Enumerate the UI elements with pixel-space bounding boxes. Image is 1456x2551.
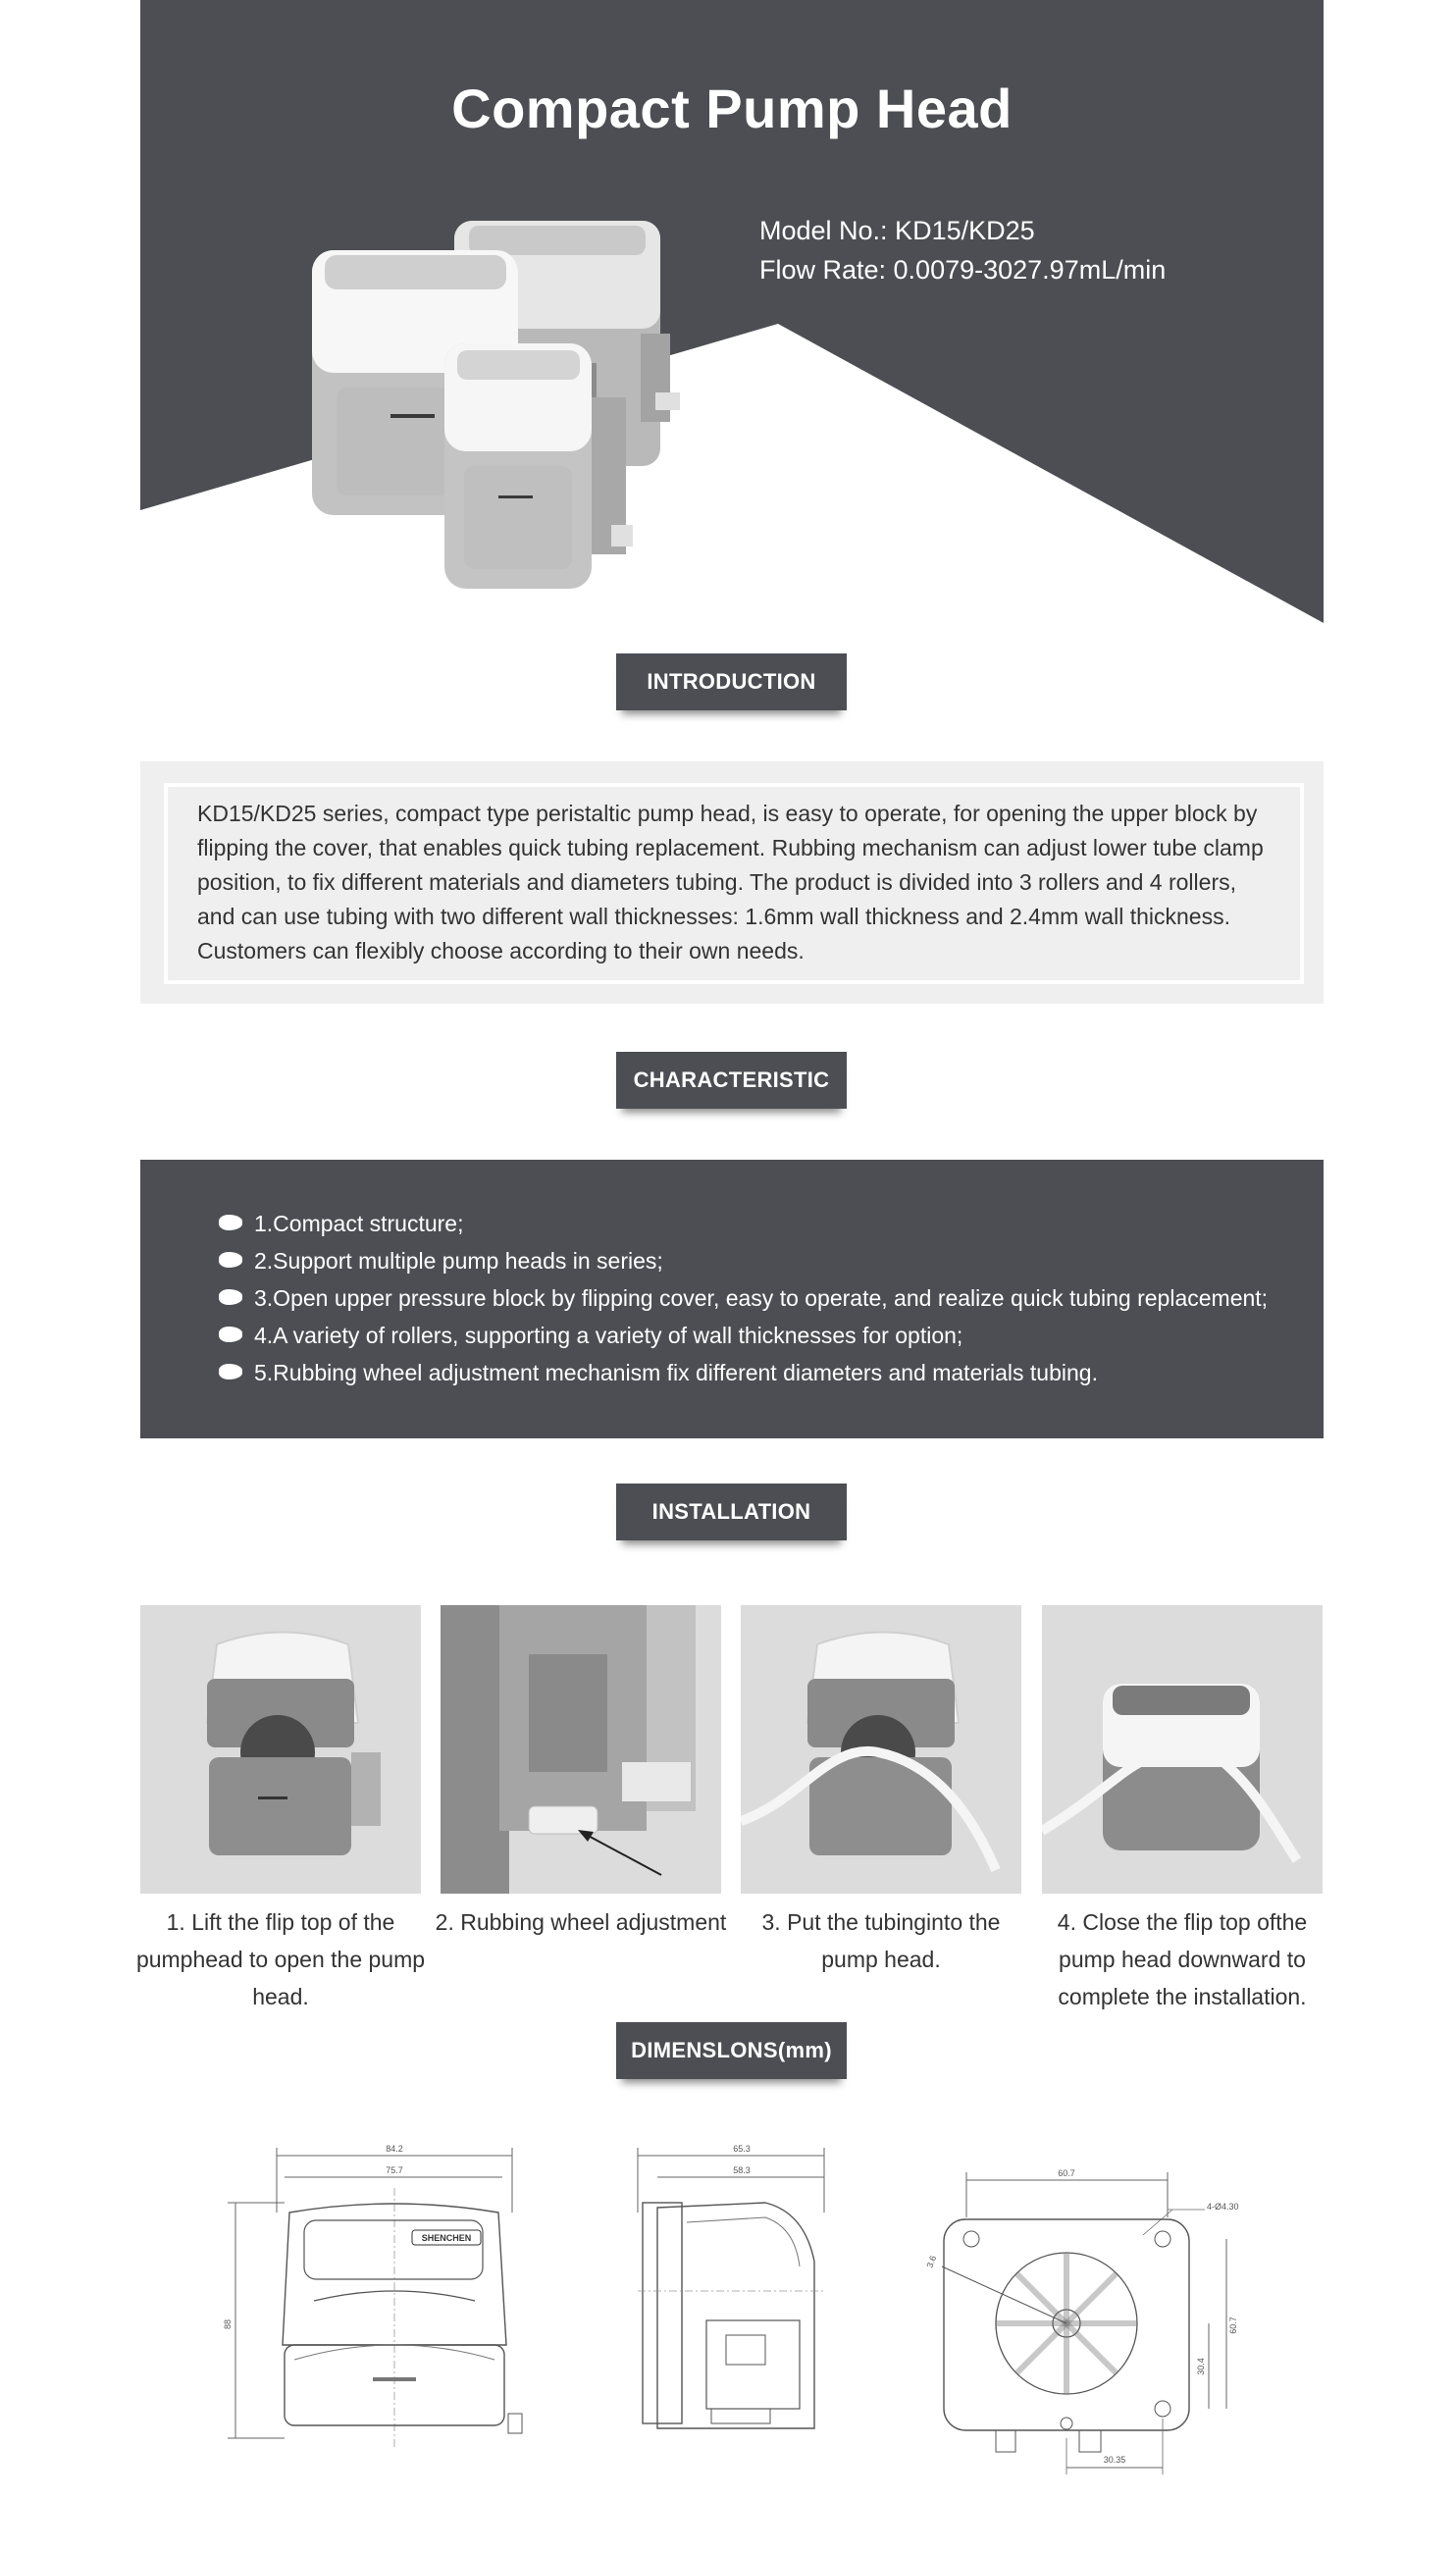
characteristic-item: 4.A variety of rollers, supporting a variety of wall thicknesses for option;	[219, 1317, 1268, 1354]
installation-caption-step4: 4. Close the flip top ofthe pump head downward to complete the installation.	[1057, 1909, 1308, 2009]
section-tab-installation: INSTALLATION	[616, 1484, 847, 1540]
pump-head-single-image	[440, 338, 636, 603]
model-number: Model No.: KD15/KD25	[759, 216, 1035, 245]
bullet-icon	[219, 1327, 242, 1342]
dim-back-holes: 4-Ø4.30	[1207, 2202, 1239, 2212]
dim-back-width: 60.7	[1058, 2168, 1075, 2178]
section-tab-introduction: INTRODUCTION	[616, 653, 847, 710]
dim-back-height: 60.7	[1228, 2317, 1238, 2334]
characteristic-panel	[140, 1160, 1324, 1438]
bullet-icon	[219, 1289, 242, 1305]
dim-front-height: 88	[223, 2318, 233, 2330]
dim-side-width-inner: 58.3	[733, 2165, 751, 2175]
dimension-drawing-side	[618, 2134, 844, 2458]
section-tab-dimensions: DIMENSLONS(mm)	[616, 2022, 847, 2079]
installation-image-step2	[441, 1605, 721, 1894]
characteristic-item: 3.Open upper pressure block by flipping cover, easy to operate, and realize quick tubing replacement;	[219, 1279, 1268, 1317]
bullet-icon	[219, 1364, 242, 1380]
characteristic-item: 2.Support multiple pump heads in series;	[219, 1242, 1268, 1279]
hero-banner	[140, 0, 1324, 623]
introduction-text: KD15/KD25 series, compact type peristaltic pump head, is easy to operate, for opening the upper block by flipping the cover, that enables quick tubing replacement. Rubbing mechanism can adjust lower tube clamp position, to fix different materials and diameters tubing. The product is divided into 3 rollers and 4 rollers, and can use tubing with two different wall thicknesses: 1.6mm wall thickness and 2.4mm wall thickness. Customers can flexibly choose according to their own needs.	[197, 801, 1264, 963]
bullet-icon	[219, 1252, 242, 1268]
installation-caption-step2: 2. Rubbing wheel adjustment	[435, 1909, 727, 1935]
dimension-drawing-front	[216, 2134, 530, 2458]
dim-front-width-overall: 84.2	[386, 2144, 403, 2154]
characteristic-item: 1.Compact structure;	[219, 1205, 1268, 1242]
dim-back-offset: 30.35	[1103, 2455, 1126, 2465]
hero-specs	[759, 211, 1166, 289]
installation-caption-step3: 3. Put the tubinginto the pump head.	[761, 1909, 1001, 1972]
installation-caption-step1: 1. Lift the flip top of the pumphead to open the pump head.	[135, 1909, 426, 2009]
characteristic-item: 5.Rubbing wheel adjustment mechanism fix different diameters and materials tubing.	[219, 1354, 1268, 1391]
dim-back-angle: 3.6	[924, 2254, 939, 2269]
brand-logo-text: SHENCHEN	[421, 2233, 472, 2243]
installation-image-step1	[140, 1605, 421, 1894]
characteristic-list	[219, 1205, 1268, 1391]
flow-rate: Flow Rate: 0.0079-3027.97mL/min	[759, 255, 1167, 285]
installation-image-step3	[741, 1605, 1021, 1894]
introduction-panel	[140, 761, 1324, 1004]
dim-side-width-overall: 65.3	[733, 2144, 751, 2154]
bullet-icon	[219, 1215, 242, 1230]
page-title: Compact Pump Head	[451, 78, 1013, 139]
dim-back-half-height: 30.4	[1196, 2358, 1206, 2375]
dim-front-width-inner: 75.7	[386, 2165, 403, 2175]
dimension-drawing-back	[883, 2159, 1266, 2482]
section-tab-characteristic: CHARACTERISTIC	[616, 1052, 847, 1109]
installation-image-step4	[1042, 1605, 1323, 1894]
